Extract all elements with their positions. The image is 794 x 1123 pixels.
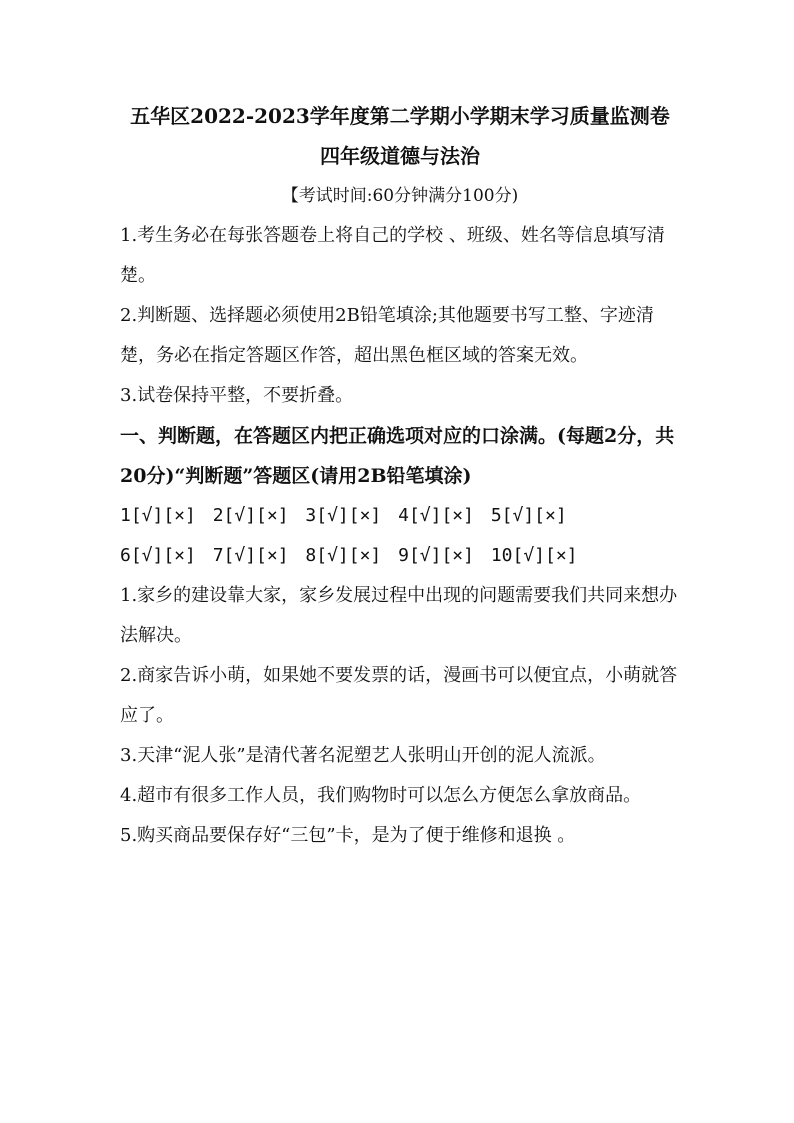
answer-box-2[interactable]: 2[√][×] [212,505,289,526]
instructions [120,216,680,416]
section-heading-judgement: 一、判断题，在答题区内把正确选项对应的口涂满。(每题2分，共20分)“判断题”答题区(请用2B铅笔填涂) [120,425,675,487]
answer-box-5[interactable]: 5[√][×] [490,505,567,526]
answer-box-7[interactable]: 7[√][×] [212,545,289,566]
answer-row-2 [120,536,680,576]
answer-box-4[interactable]: 4[√][×] [398,505,474,526]
answer-box-10[interactable]: 10[√][×] [490,545,578,566]
question-4: 4.超市有很多工作人员，我们购物时可以怎么方便怎么拿放商品。 [120,785,642,806]
exam-title: 五华区2022-2023学年度第二学期小学期末学习质量监测卷 [130,104,670,128]
exam-subtitle: 四年级道德与法治 [320,144,480,168]
question-3: 3.天津“泥人张”是清代著名泥塑艺人张明山开创的泥人流派。 [120,745,606,766]
answer-area [120,496,680,576]
answer-row-1 [120,496,680,536]
question-list [120,576,680,856]
question-2: 2.商家告诉小萌，如果她不要发票的话，漫画书可以便宜点，小萌就答应了。 [120,665,678,726]
instruction-3: 3.试卷保持平整，不要折叠。 [120,385,354,406]
instruction-1: 1.考生务必在每张答题卷上将自己的学校 、班级、姓名等信息填写清楚。 [120,225,665,286]
answer-box-3[interactable]: 3[√][×] [305,505,382,526]
answer-box-1[interactable]: 1[√][×] [120,505,196,526]
answer-box-9[interactable]: 9[√][×] [398,545,474,566]
question-1: 1.家乡的建设靠大家，家乡发展过程中出现的问题需要我们共同来想办法解决。 [120,585,678,646]
instruction-2: 2.判断题、选择题必须使用2B铅笔填涂;其他题要书写工整、字迹清楚，务必在指定答题区作答，超出黑色框区域的答案无效。 [120,305,654,366]
exam-info: 【考试时间:60分钟满分100分) [281,186,519,206]
answer-box-6[interactable]: 6[√][×] [120,545,196,566]
question-5: 5.购买商品要保存好“三包”卡，是为了便于维修和退换 。 [120,825,576,846]
answer-box-8[interactable]: 8[√][×] [305,545,382,566]
exam-page [120,96,680,856]
